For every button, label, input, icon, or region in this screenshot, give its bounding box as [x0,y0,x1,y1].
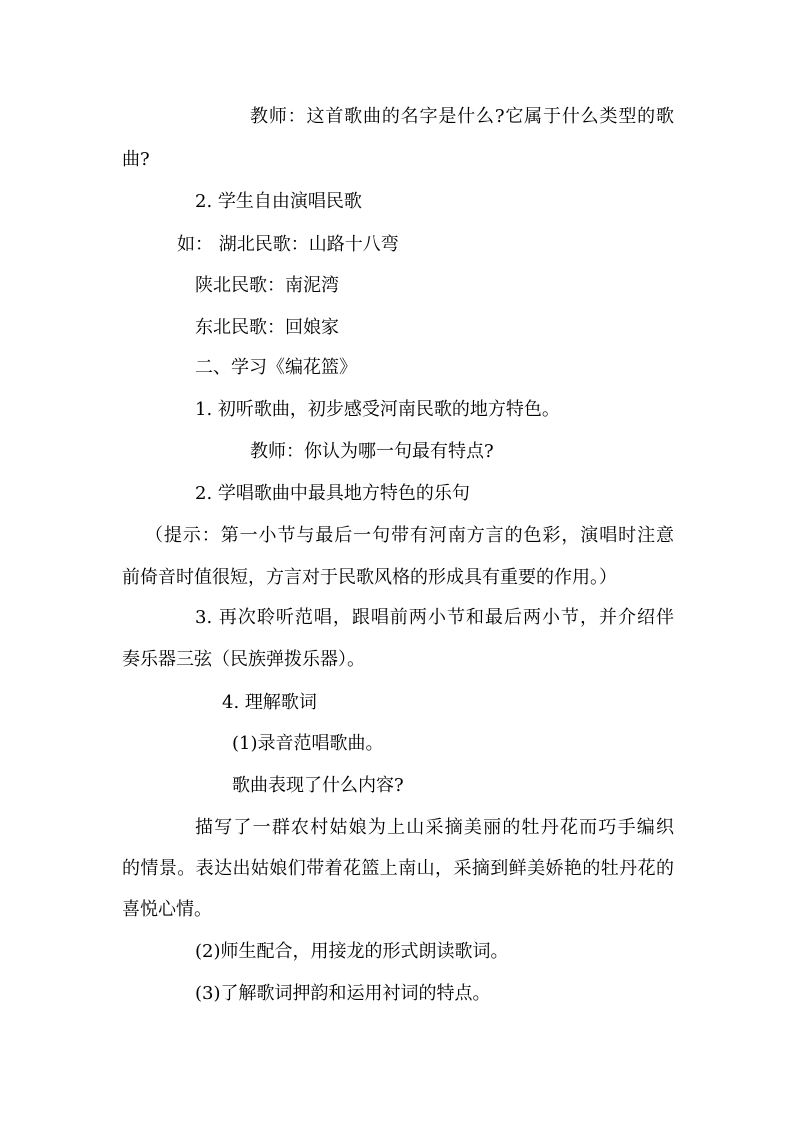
text-line-teacher-ask: 教师：你认为哪一句最有特点? [250,441,494,462]
text-line-step-1-listen: 1. 初听歌曲，初步感受河南民歌的地方特色。 [195,399,560,420]
text-line-sub-1: (1)录音范唱歌曲。 [232,733,384,754]
text-line-step-3-end: 奏乐器三弦（民族弹拨乐器）。 [122,649,365,670]
text-line-content-question: 歌曲表现了什么内容? [232,775,404,796]
text-line-step-2-heading: 2. 学生自由演唱民歌 [195,191,362,212]
text-line-example-dongbei: 东北民歌：回娘家 [195,317,339,338]
text-line-description-middle: 的情景。表达出姑娘们带着花篮上南山，采摘到鲜美娇艳的牡丹花的 [122,858,674,879]
text-line-description-start: 描写了一群农村姑娘为上山采摘美丽的牡丹花而巧手编织 [195,817,674,838]
text-line-hint-start: （提示：第一小节与最后一句带有河南方言的色彩，演唱时注意 [145,525,674,546]
text-line-example-shaanbei: 陕北民歌：南泥湾 [195,275,339,296]
text-line-teacher-question: 教师：这首歌曲的名字是什么?它属于什么类型的歌 [250,106,674,127]
text-line-description-end: 喜悦心情。 [122,899,212,920]
text-line-sub-2: (2)师生配合，用接龙的形式朗读歌词。 [195,941,509,962]
text-line-continuation: 曲? [122,149,150,170]
text-line-example-hubei: 如： 湖北民歌：山路十八弯 [177,234,399,255]
section-heading-learn-song: 二、学习《编花篮》 [195,357,357,378]
text-line-step-4-heading: 4. 理解歌词 [222,692,317,713]
text-line-sub-3: (3)了解歌词押韵和运用衬词的特点。 [195,983,491,1004]
text-line-hint-end: 前倚音时值很短，方言对于民歌风格的形成具有重要的作用。） [122,567,617,588]
text-line-step-2-sing: 2. 学唱歌曲中最具地方特色的乐句 [195,483,470,504]
text-line-step-3-start: 3. 再次聆听范唱，跟唱前两小节和最后两小节，并介绍伴 [195,607,674,628]
